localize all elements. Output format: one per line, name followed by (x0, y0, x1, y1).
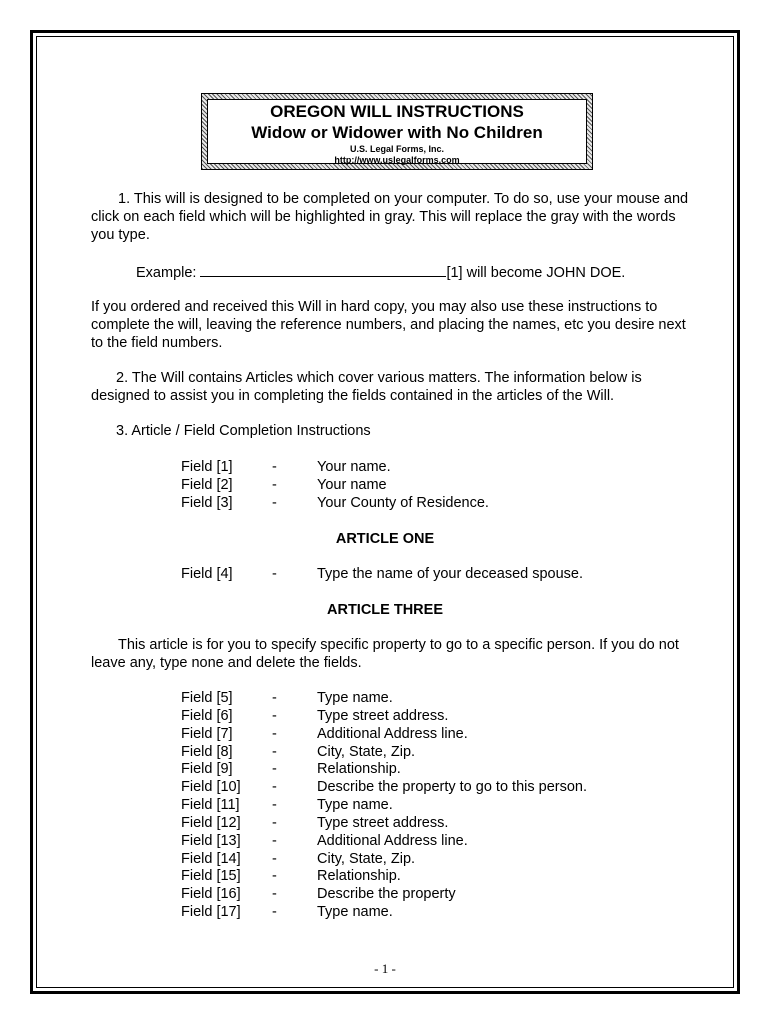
title-box-inner (207, 99, 587, 164)
field-description: Describe the property (317, 886, 456, 903)
field-label: Field [10] (181, 779, 241, 796)
field-dash: - (272, 797, 277, 814)
field-description: Additional Address line. (317, 832, 468, 849)
publisher-url: http://www.uslegalforms.com (334, 155, 460, 165)
field-row (181, 726, 661, 744)
field-description: Type name. (317, 797, 393, 814)
field-row (181, 566, 661, 584)
field-description: Describe the property to go to this person. (317, 779, 588, 796)
field-label: Field [14] (181, 850, 241, 867)
field-dash: - (272, 761, 277, 778)
field-row (181, 690, 661, 708)
example-blank (200, 263, 446, 277)
field-description: Your name. (317, 459, 391, 475)
field-description: Type name. (317, 690, 393, 706)
field-row (181, 904, 661, 922)
field-label: Field [8] (181, 743, 233, 760)
field-description: City, State, Zip. (317, 743, 416, 760)
field-row (181, 868, 661, 886)
field-dash: - (272, 779, 277, 796)
document-title: OREGON WILL INSTRUCTIONS (270, 102, 524, 121)
field-label: Field [5] (181, 690, 233, 706)
document-subtitle: Widow or Widower with No Children (251, 123, 543, 142)
field-row (181, 833, 661, 851)
field-row (181, 708, 661, 726)
field-dash: - (272, 850, 277, 867)
article-three-field-list (181, 690, 661, 922)
field-label: Field [9] (181, 761, 233, 778)
field-description: Type street address. (317, 814, 449, 831)
article-three-heading: ARTICLE THREE (327, 602, 443, 618)
paragraph-3: 2. The Will contains Articles which cover various matters. The information below is designed to assist you in completing the fields contained in the articles of the Will. (91, 370, 642, 404)
field-label: Field [13] (181, 832, 241, 849)
field-row (181, 779, 661, 797)
publisher-name: U.S. Legal Forms, Inc. (349, 144, 445, 154)
field-row (181, 744, 661, 762)
field-description: Additional Address line. (317, 725, 468, 742)
example-suffix: [1] will become JOHN DOE. (446, 265, 626, 281)
intro-field-list (181, 459, 661, 513)
field-row (181, 886, 661, 904)
example-line (136, 263, 625, 282)
field-dash: - (272, 690, 277, 706)
field-dash: - (272, 707, 277, 724)
field-label: Field [11] (181, 797, 240, 814)
field-dash: - (272, 566, 277, 582)
field-label: Field [1] (181, 459, 233, 475)
field-label: Field [2] (181, 476, 233, 493)
field-label: Field [4] (181, 566, 233, 582)
field-dash: - (272, 476, 277, 493)
field-description: Relationship. (317, 761, 401, 778)
paragraph-5: This article is for you to specify specific property to go to a specific person. If you do not leave any, type none and delete the fields. (91, 637, 679, 671)
field-dash: - (272, 494, 277, 511)
field-row (181, 495, 661, 513)
field-label: Field [15] (181, 868, 241, 885)
field-description: City, State, Zip. (317, 850, 416, 867)
field-description: Relationship. (317, 868, 401, 885)
article-one-heading: ARTICLE ONE (335, 531, 435, 547)
field-dash: - (272, 904, 277, 921)
field-row (181, 761, 661, 779)
field-row (181, 797, 661, 815)
field-dash: - (272, 459, 277, 475)
field-description: Type the name of your deceased spouse. (317, 566, 584, 582)
paragraph-4: 3. Article / Field Completion Instructions (116, 423, 371, 439)
paragraph-1: 1. This will is designed to be completed on your computer. To do so, use your mouse and click on each field which will be highlighted in gray. This will replace the gray with the words you type. (91, 191, 689, 243)
paragraph-2: If you ordered and received this Will in hard copy, you may also use these instructions to complete the will, leaving the reference numbers, and placing the names, etc you desire next to the field numbers. (91, 299, 686, 351)
field-description: Type name. (317, 904, 393, 921)
field-dash: - (272, 832, 277, 849)
field-label: Field [7] (181, 725, 233, 742)
field-dash: - (272, 725, 277, 742)
title-box (201, 93, 593, 170)
field-dash: - (272, 743, 277, 760)
field-dash: - (272, 886, 277, 903)
field-dash: - (272, 814, 277, 831)
field-row (181, 851, 661, 869)
field-label: Field [3] (181, 494, 233, 511)
field-label: Field [16] (181, 886, 241, 903)
field-description: Your County of Residence. (317, 494, 489, 511)
page-number: - 1 - (374, 961, 396, 976)
field-label: Field [17] (181, 904, 241, 921)
field-label: Field [12] (181, 814, 241, 831)
example-label: Example: (136, 265, 197, 281)
field-dash: - (272, 868, 277, 885)
field-description: Type street address. (317, 707, 449, 724)
field-row (181, 459, 661, 477)
article-one-field-list (181, 566, 661, 584)
field-description: Your name (317, 476, 387, 493)
field-row (181, 815, 661, 833)
field-label: Field [6] (181, 707, 233, 724)
field-row (181, 477, 661, 495)
